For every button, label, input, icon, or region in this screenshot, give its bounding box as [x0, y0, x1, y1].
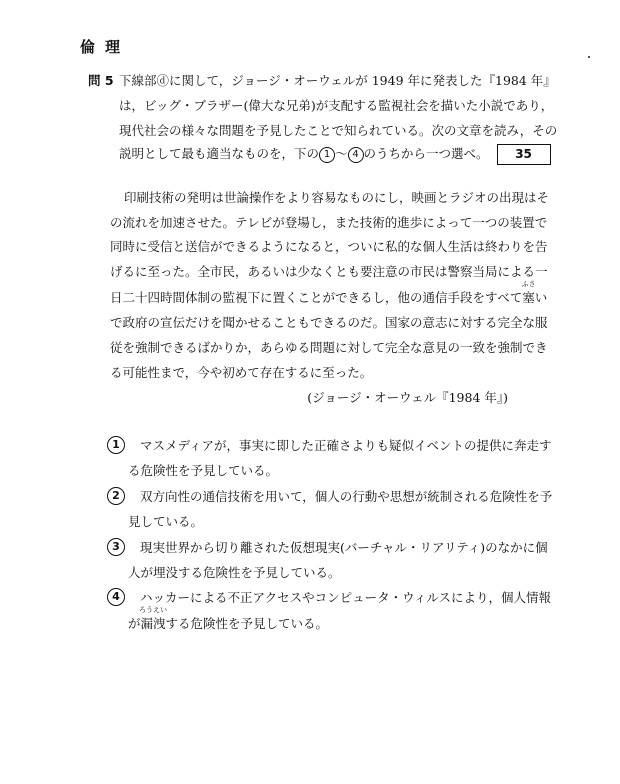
option-4-mark[interactable]: 4	[107, 588, 125, 606]
ruby-fusa	[521, 280, 536, 306]
passage-line-2: の流れを加速させた。テレビが登場し，また技術的進歩によって一つの装置で	[110, 215, 548, 230]
question-line-4	[119, 144, 551, 165]
ruby-rouei	[139, 606, 168, 632]
question-line-4-tail: のうちから一つ選べ。	[363, 146, 489, 161]
option-1-text: マスメディアが，事実に即した正確さよりも疑似イベントの提供に奔走す	[140, 438, 552, 453]
question-line-2: は，ビッグ・ブラザー(偉大な兄弟)が支配する監視社会を描いた小説であり，	[119, 98, 554, 113]
ruby-base: 塞	[522, 290, 535, 305]
question-line-1: 下線部ⓓに関して，ジョージ・オーウェルが 1949 年に発表した『1984 年』	[119, 73, 556, 88]
question-line-4-text: 説明として最も適当なものを，下の	[119, 146, 320, 161]
option-3-text: 現実世界から切り離された仮想現実(バーチャル・リアリティ)のなかに個	[140, 540, 548, 555]
passage-line-7: 従を強制できるばかりか，あらゆる問題に対して完全な意見の一致を強制でき	[110, 340, 548, 355]
option-4-text: ハッカーによる不正アクセスやコンピュータ・ウィルスにより，個人情報	[140, 590, 552, 605]
subject-heading: 倫理	[80, 38, 131, 56]
passage-line-8: る可能性まで，今や初めて存在するに至った。	[110, 365, 373, 380]
passage-line-5-tail: い	[534, 290, 548, 305]
option-2-mark[interactable]: 2	[107, 487, 125, 505]
option-1-text-cont: る危険性を予見している。	[128, 463, 279, 478]
option-3-text-cont: 人が埋没する危険性を予見している。	[128, 565, 341, 580]
passage-line-1: 印刷技術の発明は世論操作をより容易なものにし，映画とラジオの出現はそ	[124, 190, 550, 205]
passage-line-5-text: 日二十四時間体制の監視下に置くことができるし，他の通信手段をすべて	[110, 290, 523, 305]
option-4-text-cont	[128, 606, 329, 632]
ruby-reading: ふさ	[521, 280, 536, 288]
option-2-text: 双方向性の通信技術を用いて，個人の行動や思想が統制される危険性を予	[140, 489, 553, 504]
ruby-reading: ろうえい	[139, 606, 168, 614]
passage-line-4: げるに至った。全市民，あるいは少なくとも要注意の市民は警察当局による一	[110, 264, 548, 279]
range-separator: ～	[335, 146, 348, 161]
passage-line-3: 同時に受信と送信ができるようになると，ついに私的な個人生活は終わりを告	[110, 239, 548, 254]
passage-citation: (ジョージ・オーウェル『1984 年』)	[307, 390, 508, 405]
margin-dot	[588, 56, 590, 58]
passage-line-5	[110, 280, 548, 306]
option-1-mark[interactable]: 1	[107, 436, 125, 454]
range-start-mark: 1	[319, 147, 335, 163]
question-line-3: 現代社会の様々な問題を予見したことで知られている。次の文章を読み，その	[119, 123, 558, 138]
ruby-base: 漏洩	[140, 616, 166, 631]
option-4-cont-tail: する危険性を予見している。	[165, 616, 329, 631]
passage-line-6: で政府の宣伝だけを聞かせることもできるのだ。国家の意志に対する完全な服	[110, 315, 548, 330]
range-end-mark: 4	[348, 147, 364, 163]
answer-number-box: 35	[497, 144, 551, 165]
option-4-cont-start: が	[128, 616, 141, 631]
question-label: 問 5	[88, 73, 114, 88]
option-3-mark[interactable]: 3	[107, 538, 125, 556]
option-2-text-cont: 見している。	[128, 514, 204, 529]
